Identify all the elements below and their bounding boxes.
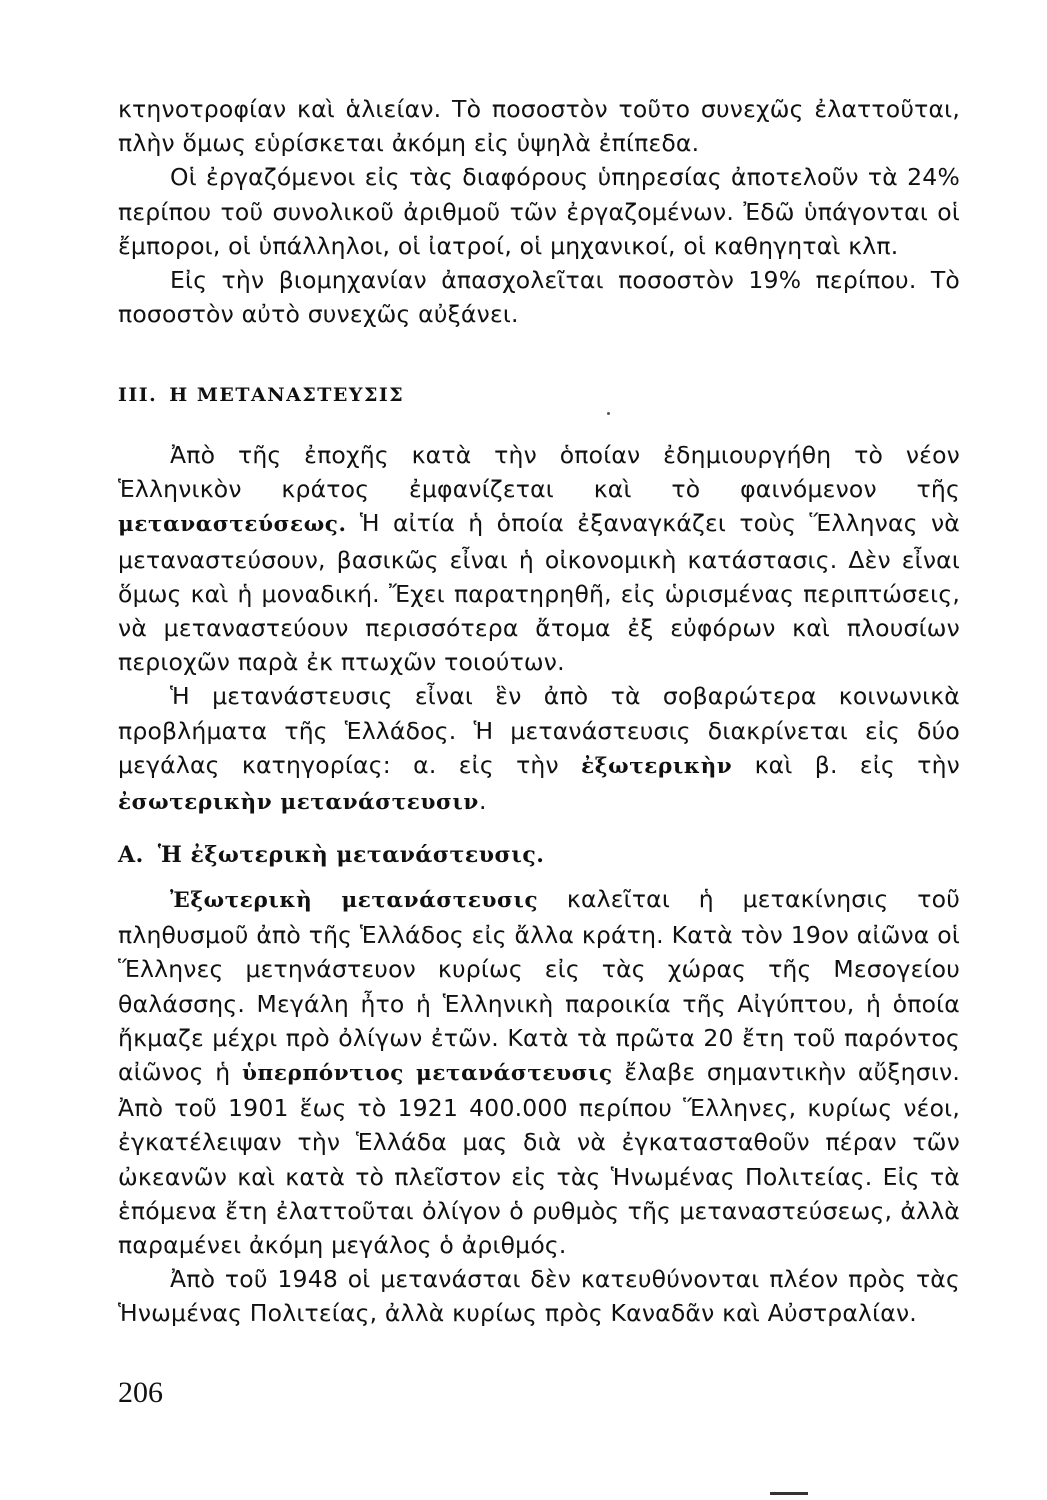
- scan-speck: [607, 412, 610, 415]
- intro-paragraph-1: κτηνοτροφίαν καὶ ἁλιείαν. Τὸ ποσοστὸν τοῦτο συνεχῶς ἐλαττοῦται, πλὴν ὅμως εὑρίσκεται ἀκόμη εἰς ὑψηλὰ ἐπίπεδα.: [118, 95, 960, 158]
- section-paragraph-1: [118, 438, 960, 679]
- emphasis-term: μεταναστεύσεως.: [118, 512, 347, 538]
- page-number: 206: [118, 1376, 163, 1409]
- intro-block: [118, 92, 960, 331]
- emphasis-term: ἐσωτερικὴν μετανάστευσιν: [118, 790, 479, 816]
- section-paragraph-2: [118, 679, 960, 820]
- text-run: καὶ β. εἰς τὴν: [732, 750, 961, 779]
- subsection-heading: [118, 842, 544, 868]
- text-run: Ἀπὸ τῆς ἐποχῆς κατὰ τὴν ὁποίαν ἐδημιουργήθη τὸ νέον Ἑλληνικὸν κράτος ἐμφανίζεται καὶ τὸ φαινόμενον τῆς: [118, 441, 960, 504]
- text-run: ἔλαβε σημαντικὴν αὔξησιν. Ἀπὸ τοῦ 1901 ἕως τὸ 1921 400.000 περίπου Ἕλληνες, κυρίως νέοι, ἐγκατέλειψαν τὴν Ἑλλάδα μας διὰ νὰ ἐγκατασταθοῦν πέραν τῶν ὠκεανῶν καὶ κατὰ τὸ πλεῖστον εἰς τὰς Ἡνωμένας Πολιτείας. Εἰς τὰ ἑπόμενα ἔτη ἐλαττοῦται ὀλίγον ὁ ρυθμὸς τῆς μεταναστεύσεως, ἀλλὰ παραμένει ἀκόμη μεγάλος ὁ ἀριθμός.: [118, 1058, 960, 1260]
- text-run: καλεῖται ἡ μετακίνησις τοῦ πληθυσμοῦ ἀπὸ τῆς Ἑλλάδος εἰς ἄλλα κράτη. Κατὰ τὸν 19ον αἰῶνα οἱ Ἕλληνες μετηνάστευον κυρίως εἰς τὰς χώρας τῆς Μεσογείου θαλάσσης. Μεγάλη ἦτο ἡ Ἑλληνικὴ παροικία τῆς Αἰγύπτου, ἡ ὁποία ἤκμαζε μέχρι πρὸ ὀλίγων ἐτῶν. Κατὰ τὰ πρῶτα 20 ἔτη τοῦ παρόντος αἰῶνος ἡ: [118, 885, 960, 1087]
- text-run: Ἡ μετανάστευσις εἶναι ἓν ἀπὸ τὰ σοβαρώτερα κοινωνικὰ προβλήματα τῆς Ἑλλάδος. Ἡ μετανάστευσις διακρίνεται εἰς δύο μεγάλας κατηγορίας: α. εἰς τὴν: [118, 682, 960, 779]
- section-heading: [118, 384, 404, 406]
- emphasis-term: ἐξωτερικὴν: [581, 753, 733, 779]
- subsection-paragraph-2: Ἀπὸ τοῦ 1948 οἱ μετανάσται δὲν κατευθύνονται πλέον πρὸς τὰς Ἡνωμένας Πολιτείας, ἀλλὰ κυρίως πρὸς Καναδᾶν καὶ Αὐστραλίαν.: [118, 1265, 960, 1328]
- subsection-paragraph-1: [118, 882, 960, 1262]
- emphasis-term: Ἐξωτερικὴ μετανάστευσις: [170, 888, 539, 913]
- text-run: Ἡ αἰτία ἡ ὁποία ἐξαναγκάζει τοὺς Ἕλληνας νὰ μεταναστεύσουν, βασικῶς εἶναι ἡ οἰκονομικὴ κατάστασις. Δὲν εἶναι ὅμως καὶ ἡ μοναδική. Ἔχει παρατηρηθῆ, εἰς ὡρισμένας περιπτώσεις, νὰ μεταναστεύουν περισσότερα ἄτομα ἐξ εὐφόρων καὶ πλουσίων περιοχῶν παρὰ ἐκ πτωχῶν τοιούτων.: [118, 509, 960, 677]
- intro-paragraph-2: Οἱ ἐργαζόμενοι εἰς τὰς διαφόρους ὑπηρεσίας ἀποτελοῦν τὰ 24% περίπου τοῦ συνολικοῦ ἀριθμοῦ τῶν ἐργαζομένων. Ἐδῶ ὑπάγονται οἱ ἔμποροι, οἱ ὑπάλληλοι, οἱ ἰατροί, οἱ μηχανικοί, οἱ καθηγηταὶ κλπ.: [118, 163, 960, 260]
- subsection-number: Α.: [118, 842, 144, 868]
- emphasis-term: ὑπερπόντιος μετανάστευσις: [242, 1061, 613, 1087]
- intro-paragraph-3: Εἰς τὴν βιομηχανίαν ἀπασχολεῖται ποσοστὸν 19% περίπου. Τὸ ποσοστὸν αὐτὸ συνεχῶς αὐξάνει.: [118, 266, 960, 329]
- section-title: Η ΜΕΤΑΝΑΣΤΕΥΣΙΣ: [169, 384, 405, 406]
- section-number: III.: [118, 384, 158, 406]
- text-run: .: [478, 787, 487, 816]
- scan-mark: [770, 1492, 808, 1495]
- section-body: [118, 438, 960, 820]
- subsection-body: [118, 882, 960, 1331]
- subsection-title: Ἡ ἐξωτερικὴ μετανάστευσις.: [157, 842, 545, 868]
